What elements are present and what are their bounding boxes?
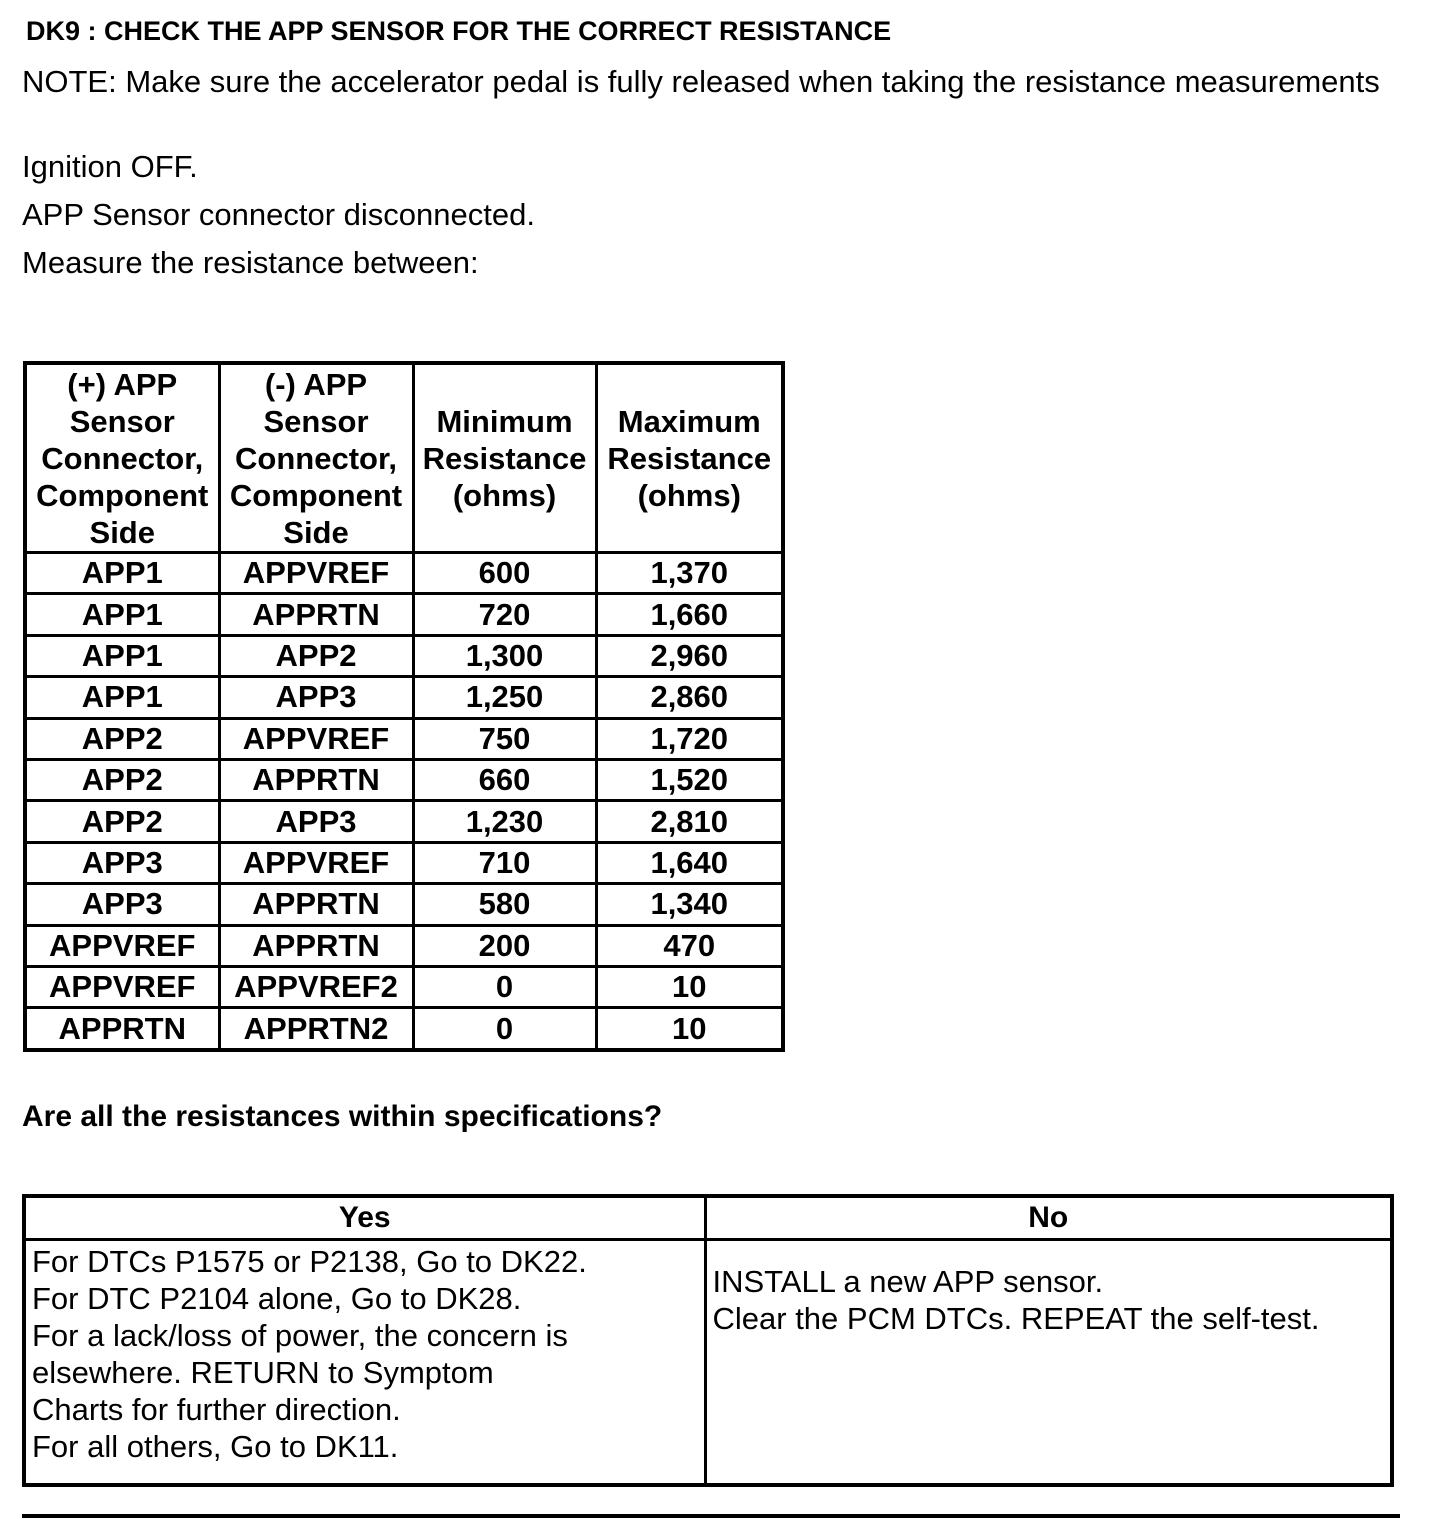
negative-pin-cell: APPVREF xyxy=(219,718,413,759)
max-resistance-cell: 1,370 xyxy=(596,553,783,594)
table-row xyxy=(25,553,783,594)
table-row xyxy=(25,760,783,801)
negative-pin-cell: APP3 xyxy=(219,677,413,718)
decision-table xyxy=(22,1194,1394,1487)
ignition-step: Ignition OFF. xyxy=(22,149,198,184)
positive-pin-cell: APP3 xyxy=(25,884,219,925)
negative-pin-cell: APPRTN2 xyxy=(219,1008,413,1050)
negative-pin-cell: APP2 xyxy=(219,635,413,676)
resistance-table xyxy=(23,361,785,1052)
negative-pin-cell: APPVREF xyxy=(219,842,413,883)
min-resistance-cell: 710 xyxy=(413,842,596,883)
min-resistance-cell: 1,230 xyxy=(413,801,596,842)
max-resistance-cell: 1,720 xyxy=(596,718,783,759)
table-row xyxy=(25,1008,783,1050)
max-resistance-cell: 1,520 xyxy=(596,760,783,801)
yes-action-line: For a lack/loss of power, the concern is xyxy=(32,1318,568,1353)
no-action-line: Clear the PCM DTCs. REPEAT the self-test. xyxy=(712,1301,1320,1336)
page-title: DK9 : CHECK THE APP SENSOR FOR THE CORRECT RESISTANCE xyxy=(26,16,892,46)
max-resistance-cell: 10 xyxy=(596,967,783,1008)
bottom-divider xyxy=(22,1514,1400,1518)
negative-pin-cell: APPRTN xyxy=(219,884,413,925)
no-header: No xyxy=(705,1196,1392,1240)
yes-action-line: For all others, Go to DK11. xyxy=(32,1429,399,1464)
table-row xyxy=(25,967,783,1008)
no-actions xyxy=(705,1240,1392,1486)
yes-action-line: elsewhere. RETURN to Symptom xyxy=(32,1355,494,1390)
table-row xyxy=(25,884,783,925)
max-resistance-cell: 1,340 xyxy=(596,884,783,925)
yes-actions xyxy=(24,1240,705,1486)
positive-pin-cell: APP1 xyxy=(25,553,219,594)
negative-pin-cell: APPVREF2 xyxy=(219,967,413,1008)
negative-pin-cell: APPRTN xyxy=(219,594,413,635)
max-resistance-cell: 2,810 xyxy=(596,801,783,842)
negative-pin-cell: APP3 xyxy=(219,801,413,842)
decision-header-row xyxy=(24,1196,1392,1240)
positive-pin-cell: APP2 xyxy=(25,718,219,759)
max-resistance-cell: 2,860 xyxy=(596,677,783,718)
header-negative-connector: (-) APP Sensor Connector, Component Side xyxy=(219,363,413,553)
yes-action-line: Charts for further direction. xyxy=(32,1392,401,1427)
positive-pin-cell: APP1 xyxy=(25,635,219,676)
positive-pin-cell: APP1 xyxy=(25,594,219,635)
header-maximum-resistance: Maximum Resistance (ohms) xyxy=(596,363,783,553)
min-resistance-cell: 720 xyxy=(413,594,596,635)
max-resistance-cell: 2,960 xyxy=(596,635,783,676)
positive-pin-cell: APP2 xyxy=(25,801,219,842)
max-resistance-cell: 10 xyxy=(596,1008,783,1050)
min-resistance-cell: 660 xyxy=(413,760,596,801)
min-resistance-cell: 750 xyxy=(413,718,596,759)
max-resistance-cell: 1,660 xyxy=(596,594,783,635)
table-row xyxy=(25,718,783,759)
min-resistance-cell: 200 xyxy=(413,925,596,966)
table-row xyxy=(25,594,783,635)
question-text: Are all the resistances within specifications? xyxy=(22,1100,663,1133)
min-resistance-cell: 600 xyxy=(413,553,596,594)
max-resistance-cell: 470 xyxy=(596,925,783,966)
no-action-line: INSTALL a new APP sensor. xyxy=(712,1264,1104,1299)
positive-pin-cell: APP1 xyxy=(25,677,219,718)
measure-step: Measure the resistance between: xyxy=(22,245,479,280)
table-row xyxy=(25,925,783,966)
positive-pin-cell: APPVREF xyxy=(25,967,219,1008)
min-resistance-cell: 0 xyxy=(413,1008,596,1050)
connector-step: APP Sensor connector disconnected. xyxy=(22,197,535,232)
negative-pin-cell: APPRTN xyxy=(219,925,413,966)
min-resistance-cell: 1,300 xyxy=(413,635,596,676)
table-row xyxy=(25,801,783,842)
positive-pin-cell: APP2 xyxy=(25,760,219,801)
positive-pin-cell: APPVREF xyxy=(25,925,219,966)
header-positive-connector: (+) APP Sensor Connector, Component Side xyxy=(25,363,219,553)
header-minimum-resistance: Minimum Resistance (ohms) xyxy=(413,363,596,553)
min-resistance-cell: 580 xyxy=(413,884,596,925)
negative-pin-cell: APPVREF xyxy=(219,553,413,594)
resistance-table-header-row xyxy=(25,363,783,553)
min-resistance-cell: 0 xyxy=(413,967,596,1008)
table-row xyxy=(25,635,783,676)
yes-header: Yes xyxy=(24,1196,705,1240)
table-row xyxy=(25,842,783,883)
note-text: NOTE: Make sure the accelerator pedal is fully released when taking the resistance measurements xyxy=(22,64,1380,99)
decision-row xyxy=(24,1240,1392,1486)
max-resistance-cell: 1,640 xyxy=(596,842,783,883)
min-resistance-cell: 1,250 xyxy=(413,677,596,718)
yes-action-line: For DTCs P1575 or P2138, Go to DK22. xyxy=(32,1244,587,1279)
yes-action-line: For DTC P2104 alone, Go to DK28. xyxy=(32,1281,522,1316)
negative-pin-cell: APPRTN xyxy=(219,760,413,801)
positive-pin-cell: APP3 xyxy=(25,842,219,883)
positive-pin-cell: APPRTN xyxy=(25,1008,219,1050)
table-row xyxy=(25,677,783,718)
